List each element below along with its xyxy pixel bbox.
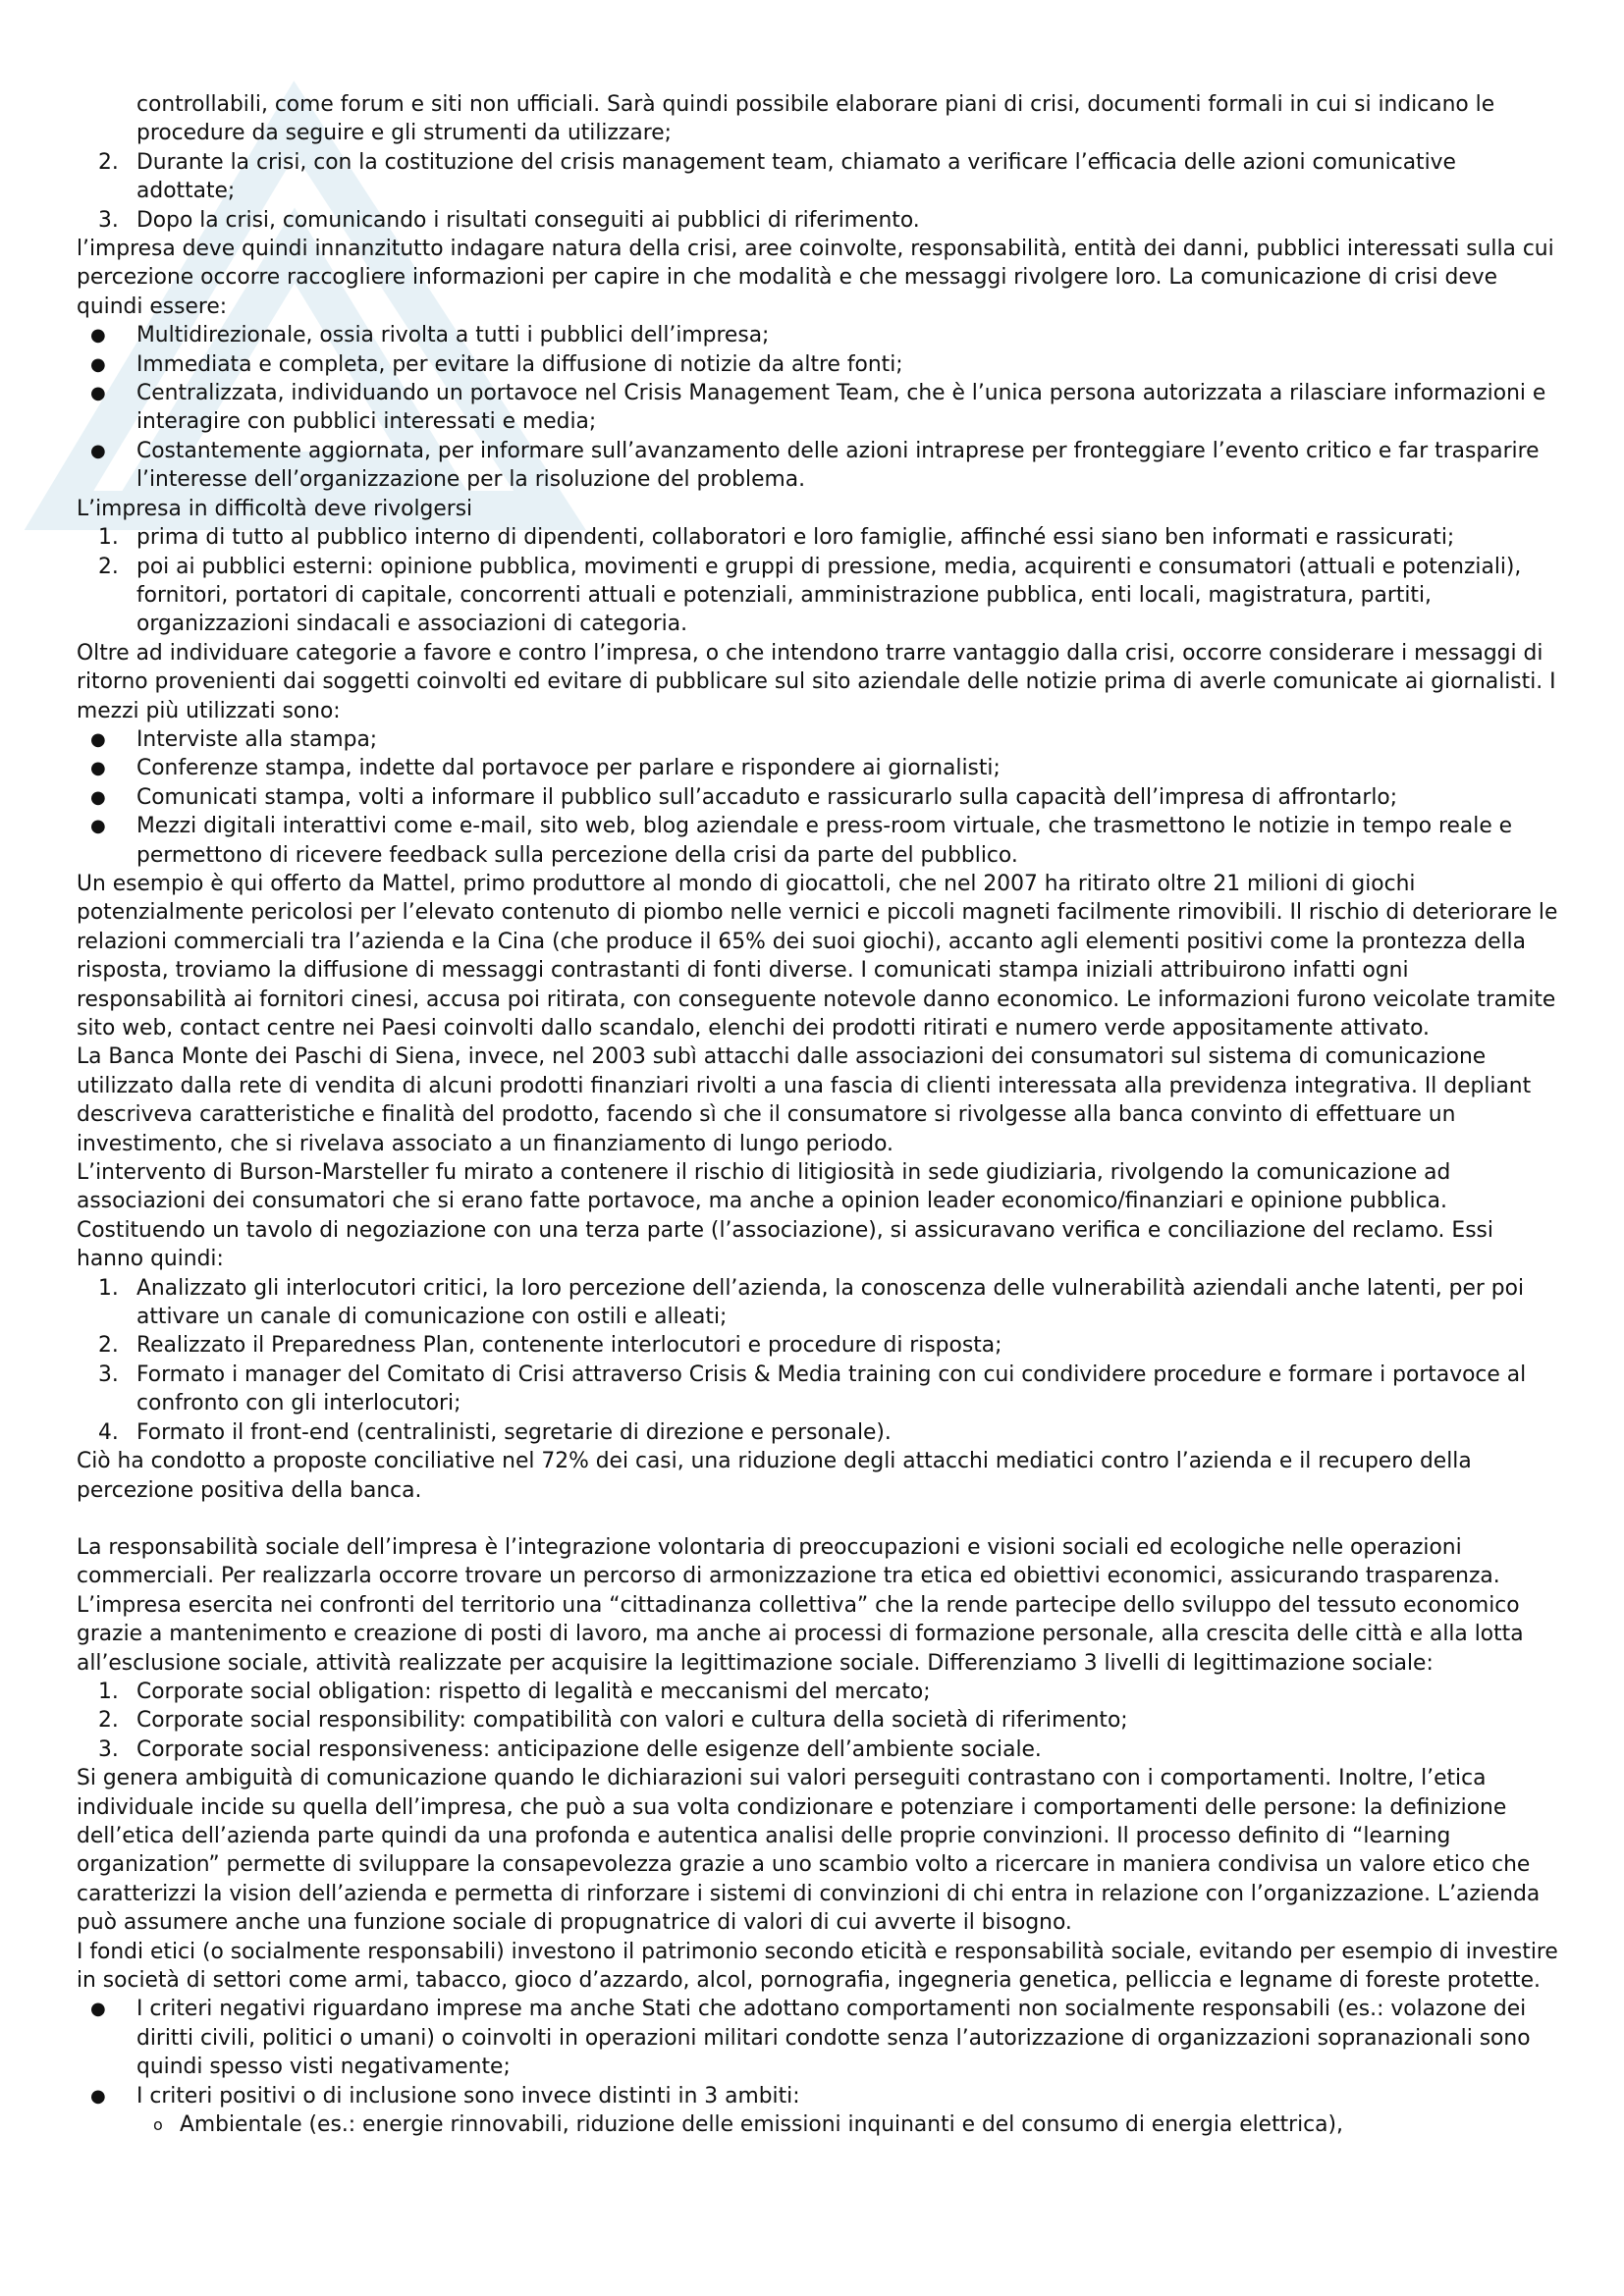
paragraph-media: Oltre ad individuare categorie a favore e contro l’impresa, o che intendono trarre vantaggio dalla crisi, occorre considerare i messaggi di ritorno provenienti dai soggetti coinvolti ed evitare di pubblicare sul sito aziendale delle notizie prima di averle comunicate ai giornalisti. I mezzi più utilizzati sono: (77, 640, 1556, 723)
list-item: ● I criteri positivi o di inclusione sono invece distinti in 3 ambiti: (77, 2082, 1559, 2110)
bullet-icon: ● (90, 383, 106, 404)
list-item: 3. Corporate social responsiveness: anticipazione delle esigenze dell’ambiente sociale. (98, 1736, 1042, 1762)
burson-steps-list (77, 1274, 1559, 1447)
paragraph-burson: L’intervento di Burson-Marsteller fu mirato a contenere il rischio di litigiosità in sede giudiziaria, rivolgendo la comunicazione ad associazioni dei consumatori che si erano fatte portavoce, ma anche a opinion leader economico/finanziari e opinione pubblica. Costituendo un tavolo di negoziazione con una terza parte (l’associazione), si assicuravano verifica e conciliazione del reclamo. Essi hanno quindi: (77, 1160, 1493, 1272)
list-item: 2. Realizzato il Preparedness Plan, contenente interlocutori e procedure di risposta; (98, 1333, 1002, 1359)
crisis-traits-list (77, 321, 1559, 494)
list-item: ● I criteri negativi riguardano imprese ma anche Stati che adottano comportamenti non socialmente responsabili (es.: volazone dei diritti civili, politici o umani) o coinvolti in operazioni militari condotte senza l’autorizzazione di organizzazioni sopranazionali sono quindi spesso visti negativamente; (90, 1997, 1531, 2080)
list-item: 3. Dopo la crisi, comunicando i risultati conseguiti ai pubblici di riferimento. (98, 207, 920, 233)
list-item: 2. Durante la crisi, con la costituzione del crisis management team, chiamato a verificare l’efficacia delle azioni comunicative adottate; (98, 149, 1456, 204)
bullet-icon: ● (90, 728, 106, 750)
paragraph-address: L’impresa in difficoltà deve rivolgersi (77, 496, 473, 521)
list-item: ● Conferenze stampa, indette dal portavoce per parlare e rispondere ai giornalisti; (77, 754, 1559, 782)
list-item: ● Immediata e completa, per evitare la diffusione di notizie da altre fonti; (77, 350, 1559, 379)
sub-list-item: o Ambientale (es.: energie rinnovabili, riduzione delle emissioni inquinanti e del consumo di energia elettrica), (77, 2110, 1559, 2139)
list-item: ● Multidirezionale, ossia rivolta a tutti i pubblici dell’impresa; (77, 321, 1559, 349)
paragraph-gap (77, 1505, 1559, 1533)
list-item: ● Centralizzata, individuando un portavoce nel Crisis Management Team, che è l’unica persona autorizzata a rilasciare informazioni e interagire con pubblici interessati e media; (90, 381, 1546, 435)
bullet-icon: ● (90, 325, 106, 347)
list-item: 1. Analizzato gli interlocutori critici, la loro percezione dell’azienda, la conoscenza delle vulnerabilità aziendali anche latenti, per poi attivare un canale di comunicazione con ostili e alleati; (98, 1275, 1525, 1330)
fund-criteria-list (77, 1995, 1559, 2139)
document-page (77, 90, 1559, 2139)
bullet-icon: ● (90, 786, 106, 808)
list-item: ● Comunicati stampa, volti a informare il pubblico sull’accaduto e rassicurarlo sulla capacità dell’impresa di affrontarlo; (77, 783, 1559, 812)
paragraph-mps: La Banca Monte dei Paschi di Siena, invece, nel 2003 subì attacchi dalle associazioni dei consumatori sul sistema di comunicazione utilizzato dalla rete di vendita di alcuni prodotti finanziari rivolti a una fascia di clienti interessata alla previdenza integrativa. Il depliant descriveva caratteristiche e finalità del prodotto, facendo sì che il consumatore si rivolgesse alla banca convinto di effettuare un investimento, che si rivelava associato a un finanziamento di lungo periodo. (77, 1044, 1532, 1156)
paragraph-funds: I fondi etici (o socialmente responsabili) investono il patrimonio secondo eticità e responsabilità sociale, evitando per esempio di investire in società di settori come armi, tabacco, gioco d’azzardo, alcol, pornografia, ingegneria genetica, pelliccia e legname di foreste protette. (77, 1939, 1558, 1993)
list-item: 4. Formato il front-end (centralinisti, segretarie di direzione e personale). (98, 1419, 892, 1445)
paragraph-csr: La responsabilità sociale dell’impresa è l’integrazione volontaria di preoccupazioni e visioni sociali ed ecologiche nelle operazioni commerciali. Per realizzarla occorre trovare un percorso di armonizzazione tra etica ed obiettivi economici, assicurando trasparenza. L’impresa esercita nei confronti del territorio una “cittadinanza collettiva” che la rende partecipe dello sviluppo del tessuto economico grazie a mantenimento e creazione di posti di lavoro, ma anche ai processi di formazione personale, alla crescita delle città e alla lotta all’esclusione sociale, attività realizzate per acquisire la legittimazione sociale. Differenziamo 3 livelli di legittimazione sociale: (77, 1534, 1524, 1676)
list-item: 1. prima di tutto al pubblico interno di dipendenti, collaboratori e loro famiglie, affinché essi siano ben informati e rassicurati; (98, 525, 1455, 551)
list-item: 1. Corporate social obligation: rispetto di legalità e meccanismi del mercato; (98, 1679, 931, 1704)
paragraph-ethics: Si genera ambiguità di comunicazione quando le dichiarazioni sui valori perseguiti contrastano con i comportamenti. Inoltre, l’etica individuale incide su quella dell’impresa, che può a sua volta condizionare e potenziare i comportamenti delle persone: la definizione dell’etica dell’azienda parte quindi da una profonda e autentica analisi delle proprie convinzioni. Il processo definito di “learning organization” permette di sviluppare la consapevolezza grazie a uno scambio volto a ricercare in maniera condivisa un valore etico che caratterizzi la vision dell’azienda e permetta di rinforzare i sistemi di convinzioni di chi entra in relazione con l’organizzazione. L’azienda può assumere anche una funzione sociale di propugnatrice di valori di cui avverte il bisogno. (77, 1766, 1541, 1936)
list-item: ● Mezzi digitali interattivi come e-mail, sito web, blog aziendale e press-room virtuale, che trasmettono le notizie in tempo reale e permettono di ricevere feedback sulla percezione della crisi da parte del pubblico. (90, 814, 1513, 868)
audiences-list (77, 523, 1559, 639)
paragraph-result: Ciò ha condotto a proposte conciliative nel 72% dei casi, una riduzione degli attacchi mediatici contro l’azienda e il recupero della percezione positiva della banca. (77, 1449, 1472, 1503)
media-tools-list (77, 725, 1559, 870)
paragraph-crisis: l’impresa deve quindi innanzitutto indagare natura della crisi, aree coinvolte, responsabilità, entità dei danni, pubblici interessati sulla cui percezione occorre raccogliere informazioni per capire in che modalità e che messaggi rivolgere loro. La comunicazione di crisi deve quindi essere: (77, 237, 1554, 319)
bullet-icon: ● (90, 758, 106, 779)
bullet-icon: ● (90, 816, 106, 837)
list-item: 2. poi ai pubblici esterni: opinione pubblica, movimenti e gruppi di pressione, media, acquirenti e consumatori (attuali e potenziali), fornitori, portatori di capitale, concorrenti attuali e potenziali, amministrazione pubblica, enti locali, magistratura, partiti, organizzazioni sindacali e associazioni di categoria. (98, 554, 1522, 637)
list-item: 2. Corporate social responsibility: compatibilità con valori e cultura della società di riferimento; (98, 1708, 1128, 1734)
bullet-icon: ● (90, 2085, 106, 2107)
csr-levels-list (77, 1678, 1559, 1764)
bullet-icon: ● (90, 440, 106, 461)
list-item: ● Costantemente aggiornata, per informare sull’avanzamento delle azioni intraprese per fronteggiare l’evento critico e far trasparire l’interesse dell’organizzazione per la risoluzione del problema. (90, 438, 1540, 493)
intro-continuation: controllabili, come forum e siti non ufficiali. Sarà quindi possibile elaborare piani di crisi, documenti formali in cui si indicano le procedure da seguire e gli strumenti da utilizzare; (136, 92, 1495, 146)
circle-bullet-icon: o (153, 2115, 163, 2135)
paragraph-mattel: Un esempio è qui offerto da Mattel, primo produttore al mondo di giocattoli, che nel 2007 ha ritirato oltre 21 milioni di giochi potenzialmente pericolosi per l’elevato contenuto di piombo nelle vernici e piccoli magneti facilmente rimovibili. Il rischio di deteriorare le relazioni commerciali tra l’azienda e la Cina (che produce il 65% dei suoi giochi), accanto agli elementi positivi come la prontezza della risposta, troviamo la diffusione di messaggi contrastanti di fonti diverse. I comunicati stampa iniziali attribuirono infatti ogni responsabilità ai fornitori cinesi, accusa poi ritirata, con conseguente notevole danno economico. Le informazioni furono veicolate tramite sito web, contact centre nei Paesi coinvolti dallo scandalo, elenchi dei prodotti ritirati e numero verde appositamente attivato. (77, 871, 1558, 1041)
list-item: ● Interviste alla stampa; (77, 725, 1559, 754)
crisis-phases-list (77, 148, 1559, 235)
list-item: 3. Formato i manager del Comitato di Crisi attraverso Crisis & Media training con cui condividere procedure e formare i portavoce al confronto con gli interlocutori; (98, 1362, 1527, 1416)
bullet-icon: ● (90, 353, 106, 375)
bullet-icon: ● (90, 1999, 106, 2020)
